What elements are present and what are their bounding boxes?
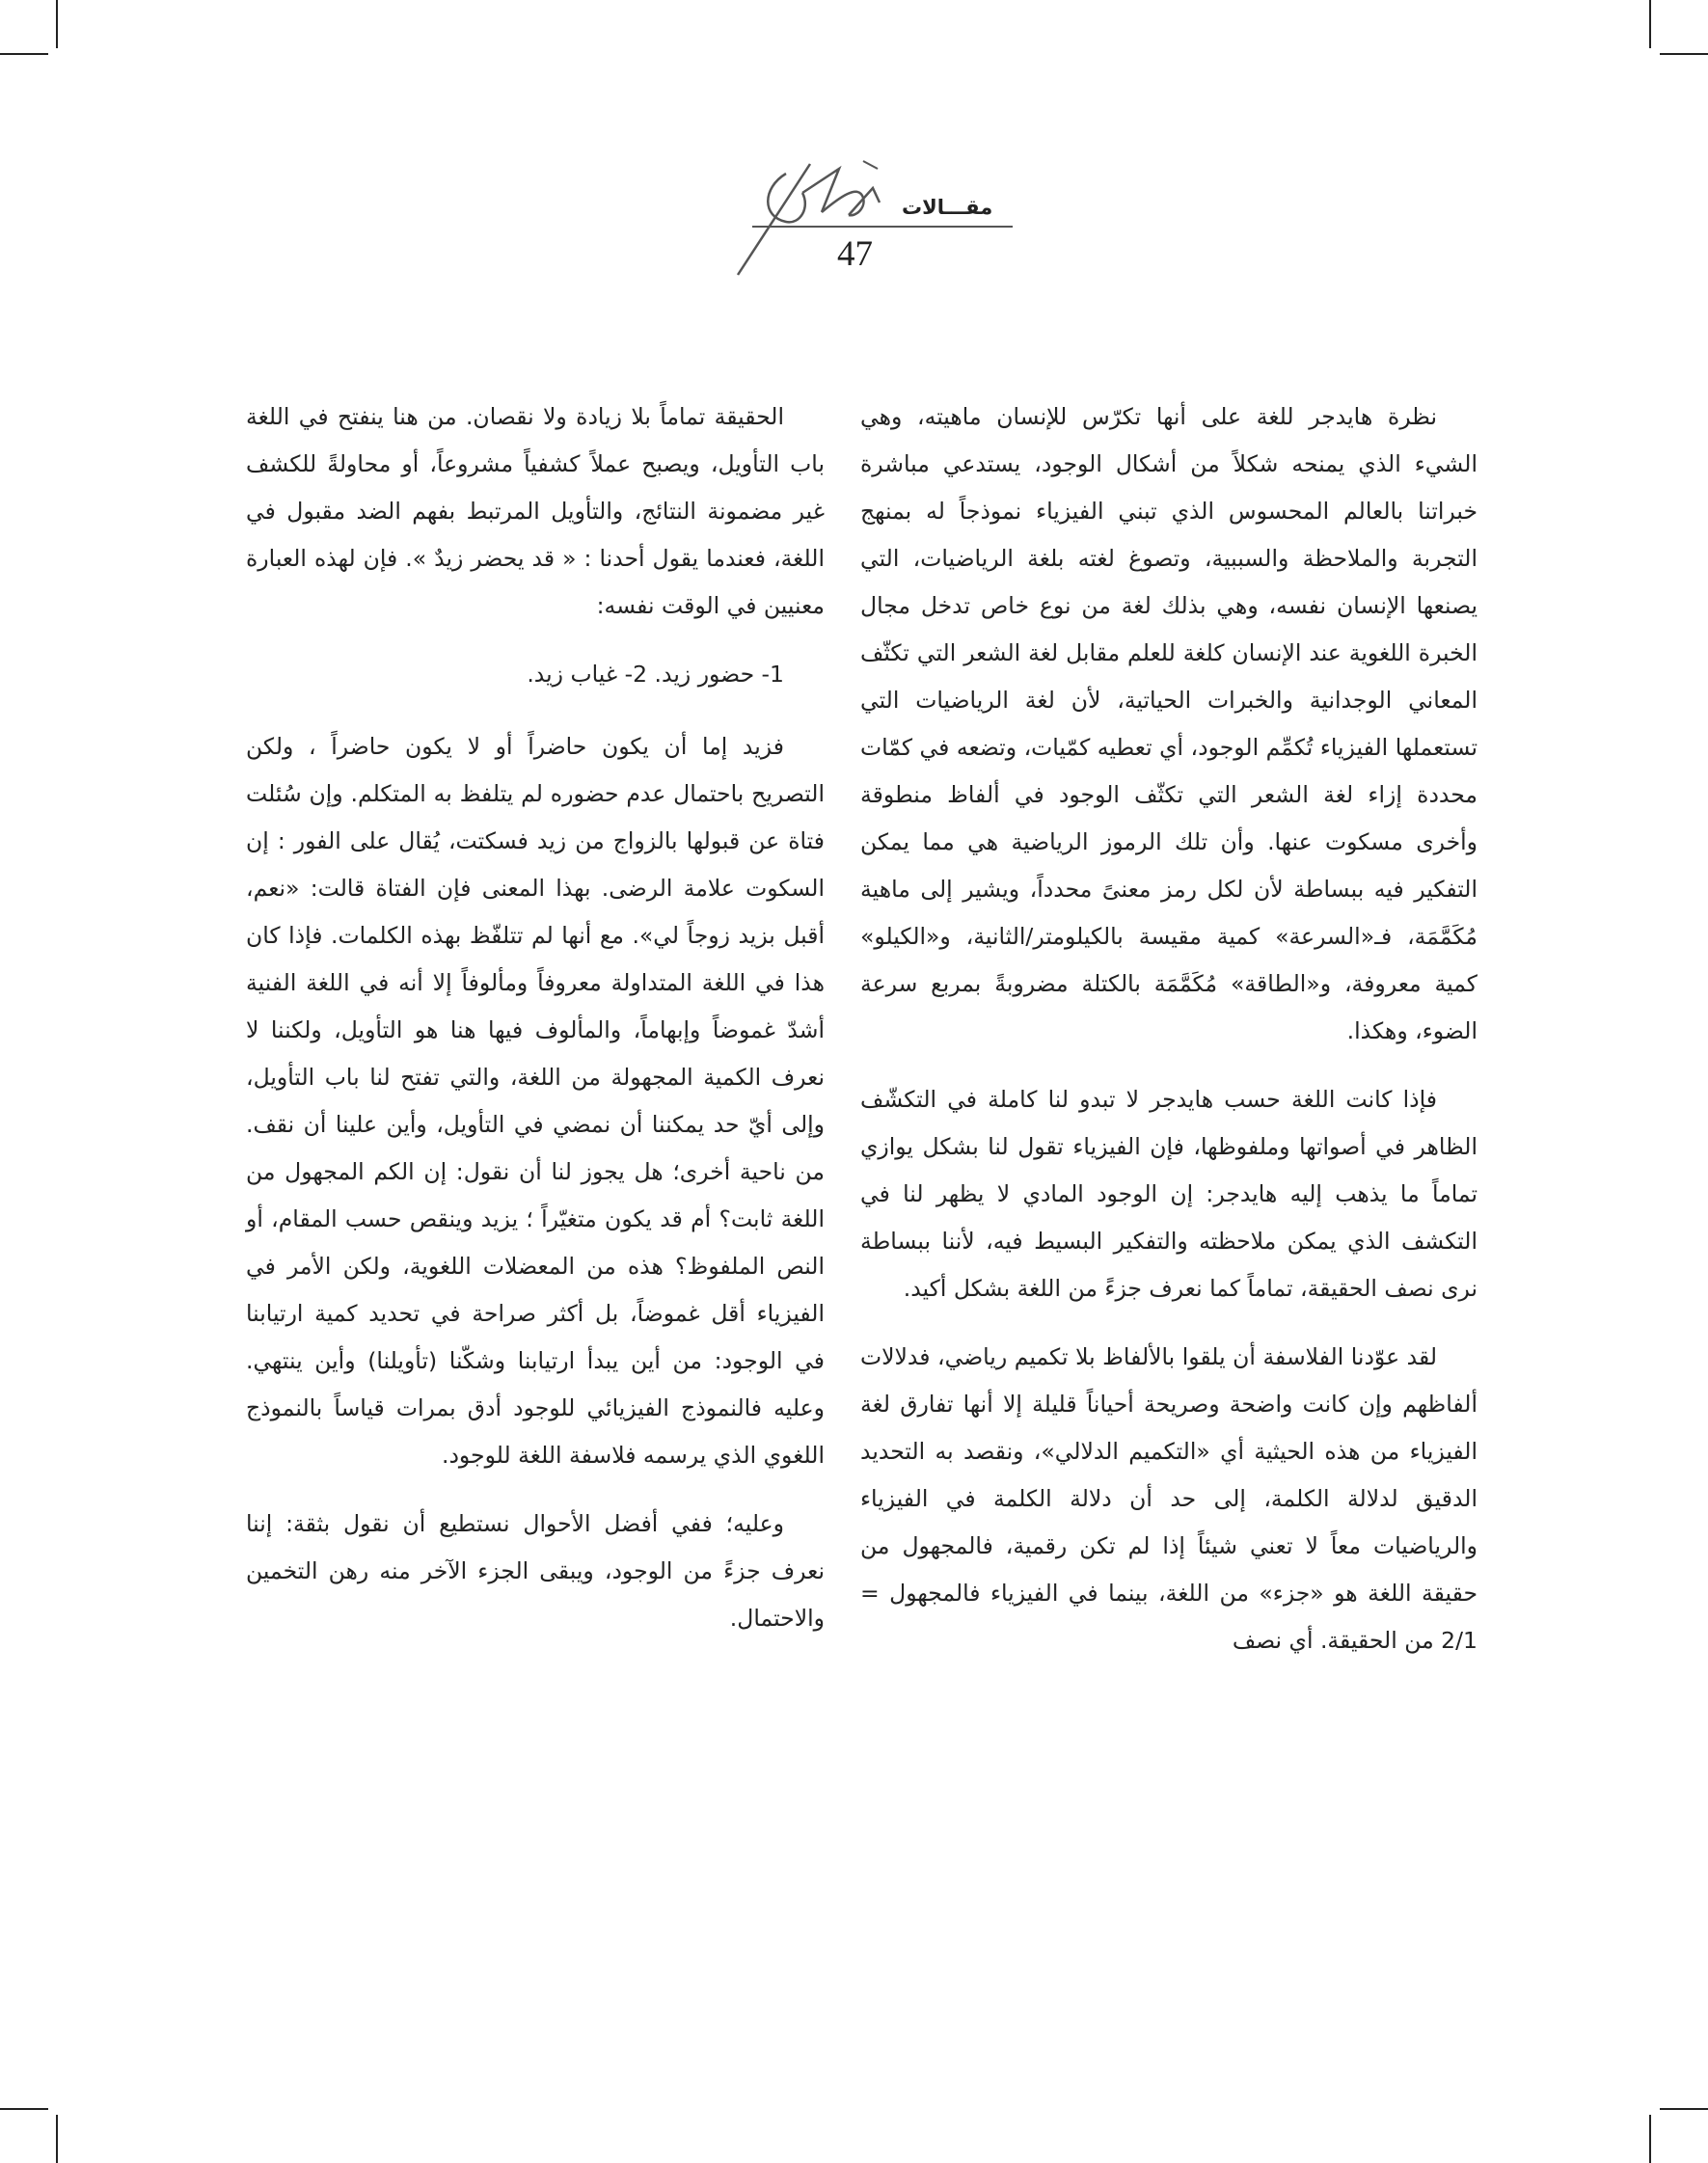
paragraph: فإذا كانت اللغة حسب هايدجر لا تبدو لنا كاملة في التكشّف الظاهر في أصواتها وملفوظها، فإن الفيزياء تقول لنا بشكل يوازي تماماً ما يذهب إليه هايدجر: إن الوجود المادي لا يظهر لنا في التكشف الذي يمكن ملاحظته والتفكير البسيط فيه، لأننا ببساطة نرى نصف الحقيقة، تماماً كما نعرف جزءً من اللغة بشكل أكيد. [860, 1086, 1478, 1302]
crop-mark-top-left-h [0, 53, 48, 55]
paragraph: فزيد إما أن يكون حاضراً أو لا يكون حاضراً ، ولكن التصريح باحتمال عدم حضوره لم يتلفظ به المتكلم. وإن سُئلت فتاة عن قبولها بالزواج من زيد فسكتت، يُقال على الفور : إن السكوت علامة الرضى. بهذا المعنى فإن الفتاة قالت: «نعم، أقبل بزيد زوجاً لي». مع أنها لم تتلفّظ بهذه الكلمات. فإذا كان هذا في اللغة المتداولة معروفاً ومألوفاً إلا أنه في اللغة الفنية أشدّ غموضاً وإبهاماً، والمألوف فيها هنا هو التأويل، ولكننا لا نعرف الكمية المجهولة من اللغة، والتي تفتح لنا باب التأويل، وإلى أيّ حد يمكننا أن نمضي في التأويل، وأين علينا أن نقف. من ناحية أخرى؛ هل يجوز لنا أن نقول: إن الكم المجهول من اللغة ثابت؟ أم قد يكون متغيّراً ؛ يزيد وينقص حسب المقام، أو النص الملفوظ؟ هذه من المعضلات اللغوية، ولكن الأمر في الفيزياء أقل غموضاً، بل أكثر صراحة في تحديد كمية ارتيابنا في الوجود: من أين يبدأ ارتيابنا وشكّنا (تأويلنا) وأين ينتهي. وعليه فالنموذج الفيزيائي للوجود أدق بمرات قياساً بالنموذج اللغوي الذي يرسمه فلاسفة اللغة للوجود. [246, 733, 825, 1469]
crop-mark-bottom-left-h [0, 2108, 48, 2110]
paragraph: لقد عوّدنا الفلاسفة أن يلقوا بالألفاظ بلا تكميم رياضي، فدلالات ألفاظهم وإن كانت واضحة وصريحة أحياناً قليلة إلا أنها تفارق لغة الفيزياء من هذه الحيثية أي «التكميم الدلالي»، ونقصد به التحديد الدقيق لدلالة الكلمة، إلى حد أن دلالة الكلمة في الفيزياء والرياضيات معاً لا تعني شيئاً إذا لم تكن رقمية، فالمجهول من حقيقة اللغة هو «جزء» من اللغة، بينما في الفيزياء فالمجهول = 2/1 من الحقيقة. أي نصف [860, 1343, 1478, 1654]
crop-mark-top-left [56, 0, 58, 48]
page-header [694, 130, 1042, 284]
crop-mark-bottom-right-h [1660, 2108, 1708, 2110]
crop-mark-top-right [1649, 0, 1651, 48]
crop-mark-top-right-h [1660, 53, 1708, 55]
paragraph: وعليه؛ ففي أفضل الأحوال نستطيع أن نقول بثقة: إننا نعرف جزءً من الوجود، ويبقى الجزء الآخر منه رهن التخمين والاحتمال. [246, 1510, 825, 1632]
section-title: مقـــالات [902, 196, 993, 219]
crop-mark-bottom-right [1649, 2115, 1651, 2163]
page-number: 47 [837, 234, 873, 274]
numbered-list-item: 1- حضور زيد. 2- غياب زيد. [527, 661, 784, 688]
right-column [860, 393, 1478, 1686]
paragraph: الحقيقة تماماً بلا زيادة ولا نقصان. من هنا ينفتح في اللغة باب التأويل، ويصبح عملاً كشفياً مشروعاً، أو محاولةً للكشف غير مضمونة النتائج، والتأويل المرتبط بفهم الضد مقبول في اللغة، فعندما يقول أحدنا : « قد يحضر زيدٌ ». فإن لهذه العبارة معنيين في الوقت نفسه: [246, 403, 825, 619]
left-column [246, 393, 825, 1663]
crop-mark-bottom-left [56, 2115, 58, 2163]
paragraph: نظرة هايدجر للغة على أنها تكرّس للإنسان ماهيته، وهي الشيء الذي يمنحه شكلاً من أشكال الوجود، يستدعي مباشرة خبراتنا بالعالم المحسوس الذي تبني الفيزياء نموذجاً له بمنهج التجربة والملاحظة والسببية، وتصوغ لغته بلغة الرياضيات، التي يصنعها الإنسان نفسه، وهي بذلك لغة من نوع خاص تدخل مجال الخبرة اللغوية عند الإنسان كلغة للعلم مقابل لغة الشعر التي تكثّف المعاني الوجدانية والخبرات الحياتية، لأن لغة الرياضيات التي تستعملها الفيزياء تُكمِّم الوجود، أي تعطيه كمّيات، وتضعه في كمّات محددة إزاء لغة الشعر التي تكثّف الوجود في ألفاظ منطوقة وأخرى مسكوت عنها. وأن تلك الرموز الرياضية هي مما يمكن التفكير فيه ببساطة لأن لكل رمز معنىً محدداً، ويشير إلى ماهية مُكَمَّمَة، فـ«السرعة» كمية مقيسة بالكيلومتر/الثانية، و«الكيلو» كمية معروفة، و«الطاقة» مُكَمَّمَة بالكتلة مضروبةً بمربع سرعة الضوء، وهكذا. [860, 403, 1478, 1044]
